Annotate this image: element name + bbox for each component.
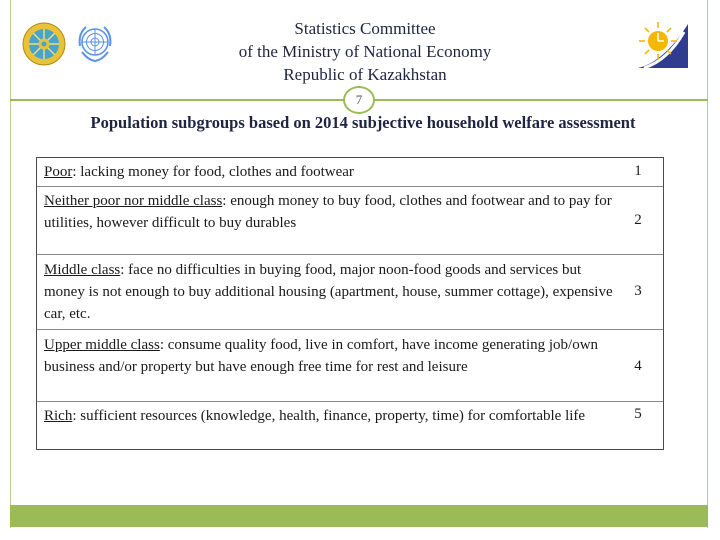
- title-line-2: of the Ministry of National Economy: [238, 42, 492, 61]
- table-row: [37, 158, 663, 187]
- row-code: 2: [634, 212, 642, 228]
- table-row: [37, 187, 663, 255]
- page-title: [150, 17, 580, 86]
- row-description: Rich: sufficient resources (knowledge, health, finance, property, time) for comfortable life: [44, 408, 586, 424]
- welfare-table: [36, 157, 664, 450]
- row-term: Upper middle class: [44, 337, 160, 353]
- un-emblem-icon: [74, 22, 116, 66]
- row-text: sufficient resources (knowledge, health, finance, property, time) for comfortable life: [76, 408, 586, 424]
- row-text: face no difficulties in buying food, major noon-food goods and services but money is not enough to buy additional housing (apartment, house, summer cottage), expensive car, etc.: [44, 262, 613, 322]
- title-line-1: Statistics Committee: [294, 19, 436, 38]
- row-code: 3: [634, 283, 642, 299]
- row-text: consume quality food, live in comfort, have income generating job/own business and/or property but have enough free time for rest and leisure: [44, 337, 599, 375]
- row-term: Rich: [44, 408, 73, 424]
- row-description: Poor: lacking money for food, clothes and footwear: [44, 164, 354, 180]
- row-term: Poor: [44, 164, 73, 180]
- statistics-committee-logo-icon: [634, 18, 690, 70]
- row-description: Neither poor nor middle class: enough money to buy food, clothes and footwear and to pay for utilities, however difficult to buy durables: [44, 193, 612, 231]
- kazakhstan-emblem-icon: [22, 22, 66, 66]
- row-term: Middle class: [44, 262, 121, 278]
- row-code: 4: [634, 358, 642, 374]
- page-number-badge: 7: [343, 86, 375, 114]
- table-row: [37, 255, 663, 330]
- row-description: Middle class: face no difficulties in buying food, major noon-food goods and services but money is not enough to buy additional housing (apartment, house, summer cottage), expensive car, etc.: [44, 262, 613, 322]
- row-code: 1: [634, 163, 642, 179]
- row-description: Upper middle class: consume quality food, live in comfort, have income generating job/own business and/or property but have enough free time for rest and leisure: [44, 337, 599, 375]
- row-code: 5: [634, 406, 642, 422]
- table-row: [37, 402, 663, 449]
- row-text: lacking money for food, clothes and footwear: [76, 164, 354, 180]
- row-text: enough money to buy food, clothes and footwear and to pay for utilities, however difficult to buy durables: [44, 193, 612, 231]
- table-row: [37, 330, 663, 402]
- footer-bar: [10, 505, 708, 527]
- slide-subtitle: Population subgroups based on 2014 subjective household welfare assessment: [90, 113, 636, 132]
- row-term: Neither poor nor middle class: [44, 193, 223, 209]
- title-line-3: Republic of Kazakhstan: [283, 65, 447, 84]
